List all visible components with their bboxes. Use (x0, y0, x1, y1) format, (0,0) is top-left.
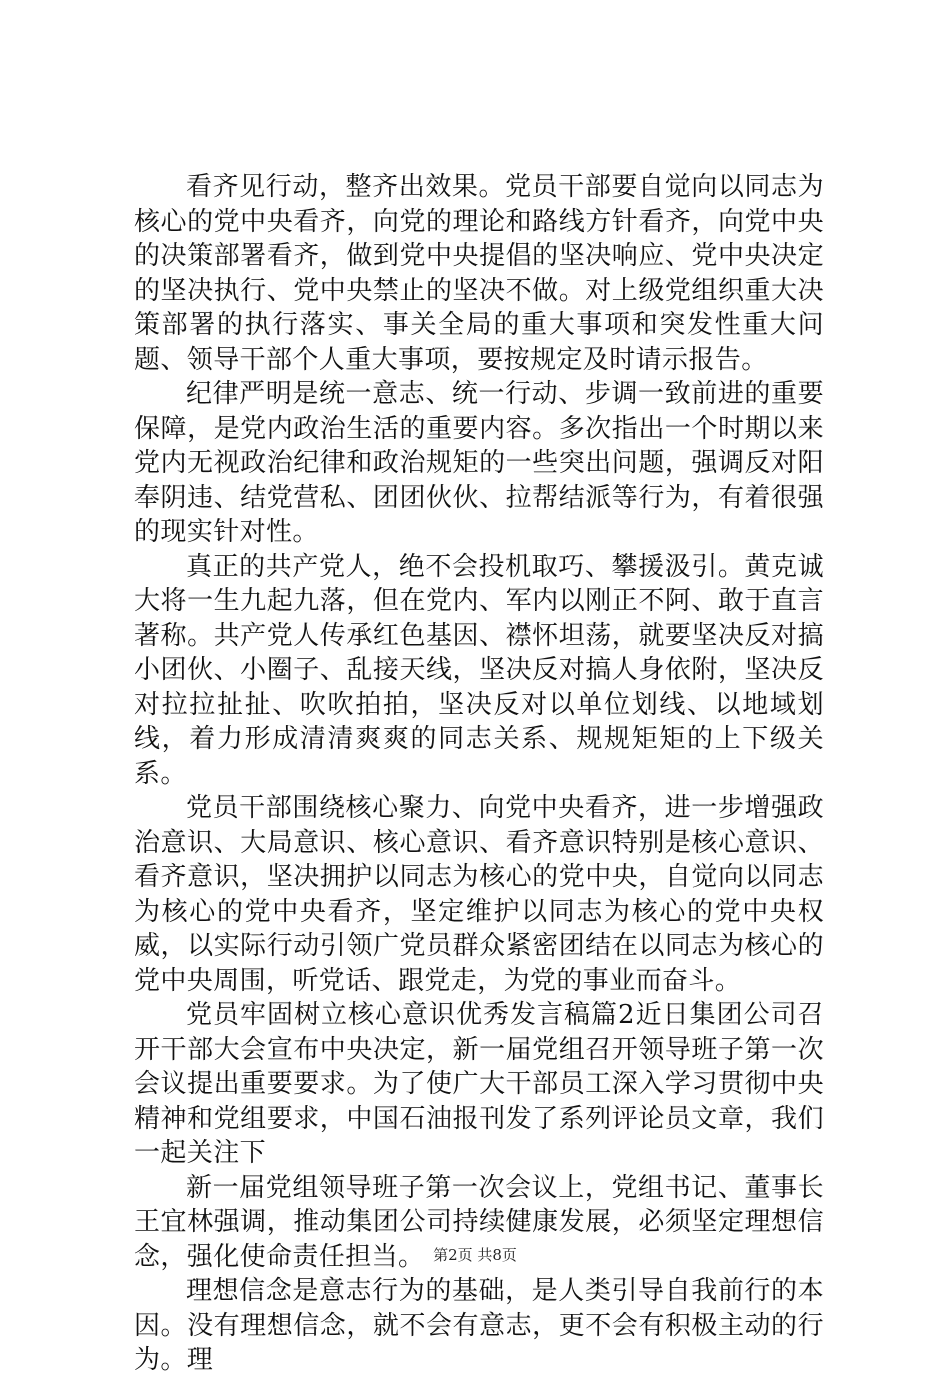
page-number-footer: 第2页 共8页 (433, 1246, 517, 1264)
paragraph: 真正的共产党人，绝不会投机取巧、攀援汲引。黄克诚大将一生九起九落，但在党内、军内以刚正不阿、敢于直言著称。共产党人传承红色基因、襟怀坦荡，就要坚决反对搞小团伙、小圈子、乱接天线，坚决反对搞人身依附，坚决反对拉拉扯扯、吹吹拍拍，坚决反对以单位划线、以地域划线，着力形成清清爽爽的同志关系、规规矩矩的上下级关系。 (134, 551, 824, 789)
paragraph: 理想信念是意志行为的基础，是人类引导自我前行的本因。没有理想信念，就不会有意志，更不会有积极主动的行为。理 (134, 1276, 824, 1375)
paragraph: 看齐见行动，整齐出效果。党员干部要自觉向以同志为核心的党中央看齐，向党的理论和路线方针看齐，向党中央的决策部署看齐，做到党中央提倡的坚决响应、党中央决定的坚决执行、党中央禁止的坚决不做。对上级党组织重大决策部署的执行落实、事关全局的重大事项和突发性重大问题、领导干部个人重大事项，要按规定及时请示报告。 (134, 172, 824, 375)
document-body (134, 170, 824, 1378)
paragraph: 党员干部围绕核心聚力、向党中央看齐，进一步增强政治意识、大局意识、核心意识、看齐意识特别是核心意识、看齐意识，坚决拥护以同志为核心的党中央，自觉向以同志为核心的党中央看齐，坚定维护以同志为核心的党中央权威，以实际行动引领广党员群众紧密团结在以同志为核心的党中央周围，听党话、跟党走，为党的事业而奋斗。 (134, 793, 824, 996)
paragraph: 纪律严明是统一意志、统一行动、步调一致前进的重要保障，是党内政治生活的重要内容。多次指出一个时期以来党内无视政治纪律和政治规矩的一些突出问题，强调反对阳奉阴违、结党营私、团团伙伙、拉帮结派等行为，有着很强的现实针对性。 (134, 379, 824, 547)
paragraph: 党员牢固树立核心意识优秀发言稿篇2近日集团公司召开干部大会宣布中央决定，新一届党组召开领导班子第一次会议提出重要要求。为了使广大干部员工深入学习贯彻中央精神和党组要求，中国石油报刊发了系列评论员文章，我们一起关注下 (134, 1000, 824, 1168)
paragraph: 新一届党组领导班子第一次会议上，党组书记、董事长王宜林强调，推动集团公司持续健康发展，必须坚定理想信念，强化使命责任担当。 (134, 1172, 824, 1272)
